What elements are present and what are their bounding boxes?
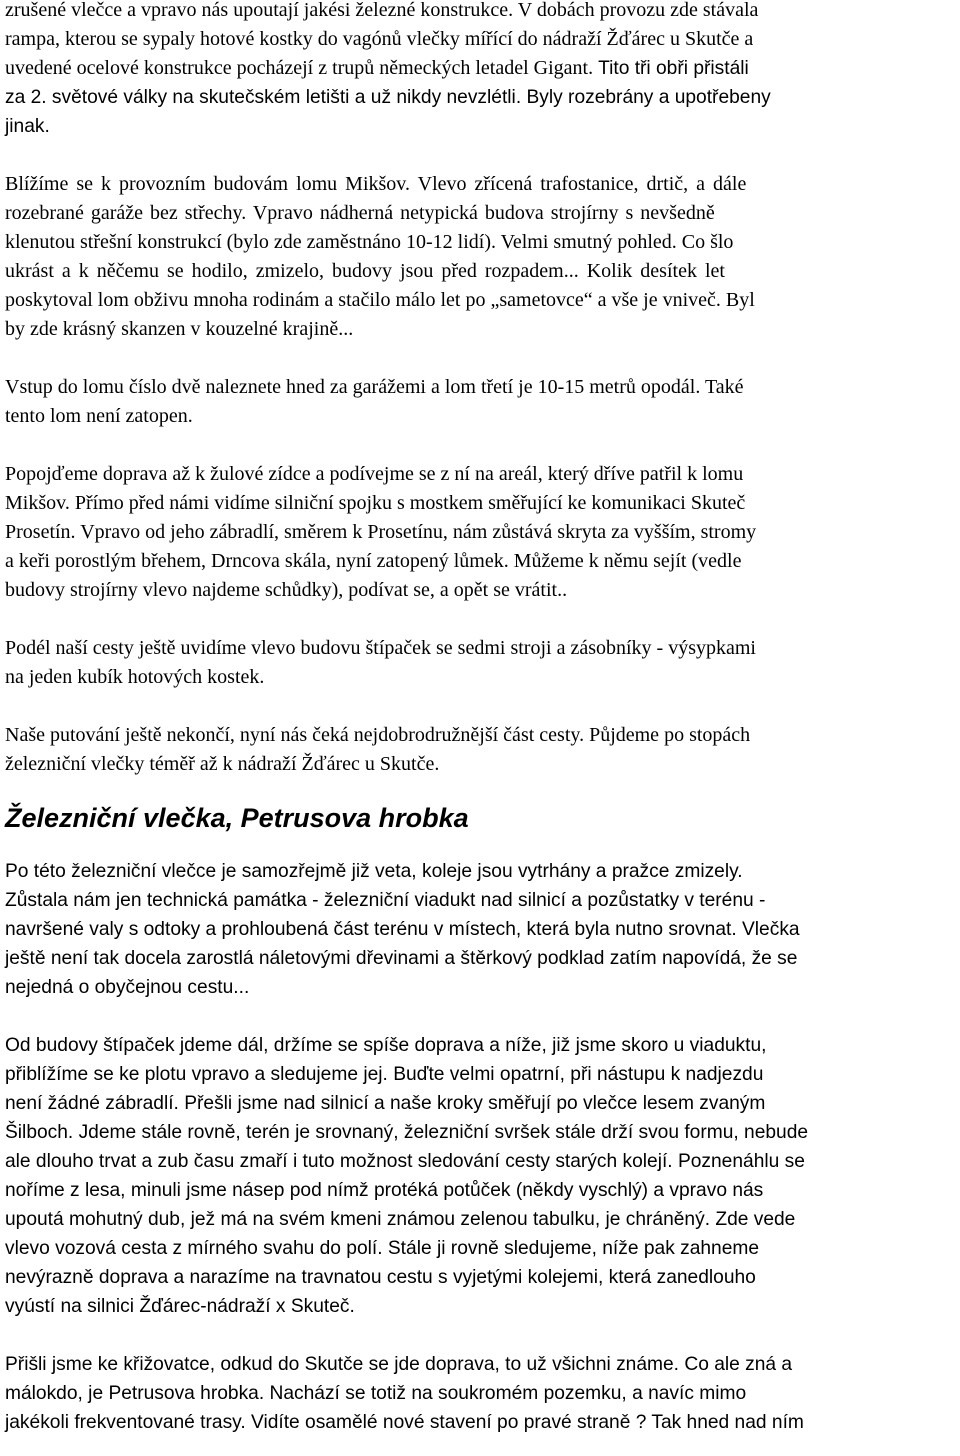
text-segment: za 2. světové války na skutečském letišti a už nikdy nevzlétli. Byly rozebrány a upotřebeny (5, 87, 771, 108)
text-segment: železniční vlečky téměř až k nádraží Žďárec u Skutče. (5, 753, 440, 775)
text-segment: ale dlouho trvat a zub času zmaří i tuto možnost sledování cesty starých kolejí. Poznenáhlu se (5, 1151, 805, 1172)
text-line (5, 83, 957, 112)
text-segment: vlevo vozová cesta z mírného svahu do polí. Stále ji rovně sledujeme, níže pak zahneme (5, 1238, 760, 1259)
text-line (5, 886, 957, 915)
text-line (5, 1205, 957, 1234)
text-line (5, 915, 957, 944)
text-segment: nevýrazně doprava a narazíme na travnatou cestu s vyjetými kolejemi, která zanedlouho (5, 1267, 756, 1288)
text-line (5, 489, 957, 518)
text-line (5, 1350, 957, 1379)
text-segment: zrušené vlečce a vpravo nás upoutají jakési železné konstrukce. (5, 0, 518, 21)
text-line (5, 170, 957, 199)
text-line (5, 1031, 957, 1060)
text-segment: by zde krásný skanzen v kouzelné krajině... (5, 318, 354, 340)
text-line (5, 1263, 957, 1292)
text-segment: tento lom není zatopen. (5, 405, 193, 427)
text-line (5, 373, 957, 402)
text-segment: na jeden kubík hotových kostek. (5, 666, 265, 688)
text-segment: přiblížíme se ke plotu vpravo a sledujeme jej. Buďte velmi opatrní, při nástupu k nadjezdu (5, 1064, 764, 1085)
text-line (5, 1176, 957, 1205)
text-segment: není žádné zábradlí. Přešli jsme nad silnicí a naše kroky směřují po vlečce lesem zvaným (5, 1093, 766, 1114)
text-line (5, 112, 957, 141)
text-segment: ukrást a k něčemu se hodilo, zmizelo, budovy jsou před rozpadem... Kolik desítek let (5, 260, 725, 282)
text-line (5, 721, 957, 750)
paragraph (5, 373, 957, 431)
text-segment: budovy strojírny vlevo najdeme schůdky), podívat se, a opět se vrátit.. (5, 579, 568, 601)
text-segment: Vstup do lomu číslo dvě naleznete hned za garážemi a lom třetí je 10-15 metrů opodál. Také (5, 376, 744, 398)
text-segment: upoutá mohutný dub, jež má na svém kmeni známou zelenou tabulku, je chráněný. Zde vede (5, 1209, 796, 1230)
text-segment: Zůstala nám jen technická památka - železniční viadukt nad silnicí a pozůstatky v terénu - (5, 890, 766, 911)
text-line (5, 576, 957, 605)
document-page (5, 0, 957, 1437)
text-segment: V dobách provozu zde stávala (517, 0, 759, 21)
text-segment: nejedná o obyčejnou cestu... (5, 977, 250, 998)
paragraph (5, 721, 957, 779)
text-segment: klenutou střešní konstrukcí (bylo zde zaměstnáno 10-12 lidí). Velmi smutný pohled. Co šlo (5, 231, 734, 253)
text-segment: noříme z lesa, minuli jsme násep pod nímž protéká potůček (někdy vyschlý) a vpravo nás (5, 1180, 764, 1201)
text-segment: Od budovy štípaček jdeme dál, držíme se spíše doprava a níže, již jsme skoro u viaduktu, (5, 1035, 767, 1056)
text-line (5, 228, 957, 257)
text-line (5, 857, 957, 886)
text-line (5, 286, 957, 315)
text-line (5, 1147, 957, 1176)
text-segment: Popojďeme doprava až k žulové zídce a podívejme se z ní na areál, který dříve patřil k lomu (5, 463, 744, 485)
text-line (5, 944, 957, 973)
paragraph (5, 634, 957, 692)
text-segment: Tito tři obři přistáli (598, 58, 749, 79)
text-segment: málokdo, je Petrusova hrobka. Nachází se totiž na soukromém pozemku, a navíc mimo (5, 1383, 747, 1404)
text-segment: rozebrané garáže bez střechy. Vpravo nádherná netypická budova strojírny s nevšedně (5, 202, 715, 224)
text-segment: jinak. (5, 116, 50, 137)
text-line (5, 634, 957, 663)
text-line (5, 0, 957, 25)
text-line (5, 25, 957, 54)
text-segment: navršené valy s odtoky a prohloubená část terénu v místech, která byla nutno srovnat. Vlečka (5, 919, 800, 940)
text-segment: poskytoval lom obživu mnoha rodinám a stačilo málo let po „sametovce“ a vše je vniveč. Byl (5, 289, 755, 311)
text-segment: jakékoli frekventované trasy. Vidíte osamělé nové stavení po pravé straně ? Tak hned nad ním (5, 1412, 804, 1433)
section-heading: Železniční vlečka, Petrusova hrobka (5, 803, 469, 833)
paragraph (5, 460, 957, 605)
text-line (5, 1234, 957, 1263)
text-line (5, 1408, 957, 1437)
text-line (5, 402, 957, 431)
text-line (5, 54, 957, 83)
text-segment: Podél naší cesty ještě uvidíme vlevo budovu štípaček se sedmi stroji a zásobníky - výsypkami (5, 637, 756, 659)
text-line (5, 1060, 957, 1089)
text-segment: rampa, kterou se sypaly hotové kostky do vagónů vlečky mířící do nádraží Žďárec u Skutče a (5, 28, 754, 50)
text-segment: Po této železniční vlečce je samozřejmě již veta, koleje jsou vytrhány a pražce zmizely. (5, 861, 743, 882)
text-line (5, 750, 957, 779)
text-line (5, 547, 957, 576)
text-line (5, 1089, 957, 1118)
paragraph (5, 857, 957, 1002)
text-line (5, 1118, 957, 1147)
text-segment: Blížíme se k provozním budovám lomu Mikšov. Vlevo zřícená trafostanice, drtič, a dále (5, 173, 747, 195)
text-line (5, 973, 957, 1002)
text-segment: uvedené ocelové konstrukce pocházejí z trupů německých letadel Gigant. (5, 57, 599, 79)
text-line (5, 518, 957, 547)
paragraph (5, 1031, 957, 1321)
text-line (5, 663, 957, 692)
text-segment: Prosetín. Vpravo od jeho zábradlí, směrem k Prosetínu, nám zůstává skryta za vyšším, stromy (5, 521, 757, 543)
text-segment: Mikšov. Přímo před námi vidíme silniční spojku s mostkem směřující ke komunikaci Skuteč (5, 492, 746, 514)
text-line (5, 1379, 957, 1408)
text-segment: vyústí na silnici Žďárec-nádraží x Skuteč. (5, 1296, 355, 1317)
text-segment: a keři porostlým břehem, Drncova skála, nyní zatopený lůmek. Můžeme k němu sejít (vedle (5, 550, 742, 572)
text-segment: Přišli jsme ke křižovatce, odkud do Skutče se jde doprava, to už všichni známe. Co ale zná a (5, 1354, 793, 1375)
text-line (5, 460, 957, 489)
text-segment: Šilboch. Jdeme stále rovně, terén je srovnaný, železniční svršek stále drží svou formu, nebude (5, 1122, 809, 1143)
text-line (5, 1292, 957, 1321)
paragraph (5, 0, 957, 141)
paragraph (5, 1350, 957, 1437)
text-segment: ještě není tak docela zarostlá náletovými dřevinami a štěrkový podklad zatím napovídá, že se (5, 948, 798, 969)
paragraph (5, 170, 957, 344)
text-line (5, 315, 957, 344)
text-segment: Naše putování ještě nekončí, nyní nás čeká nejdobrodružnější část cesty. Půjdeme po stopách (5, 724, 751, 746)
text-line (5, 257, 957, 286)
text-line (5, 199, 957, 228)
